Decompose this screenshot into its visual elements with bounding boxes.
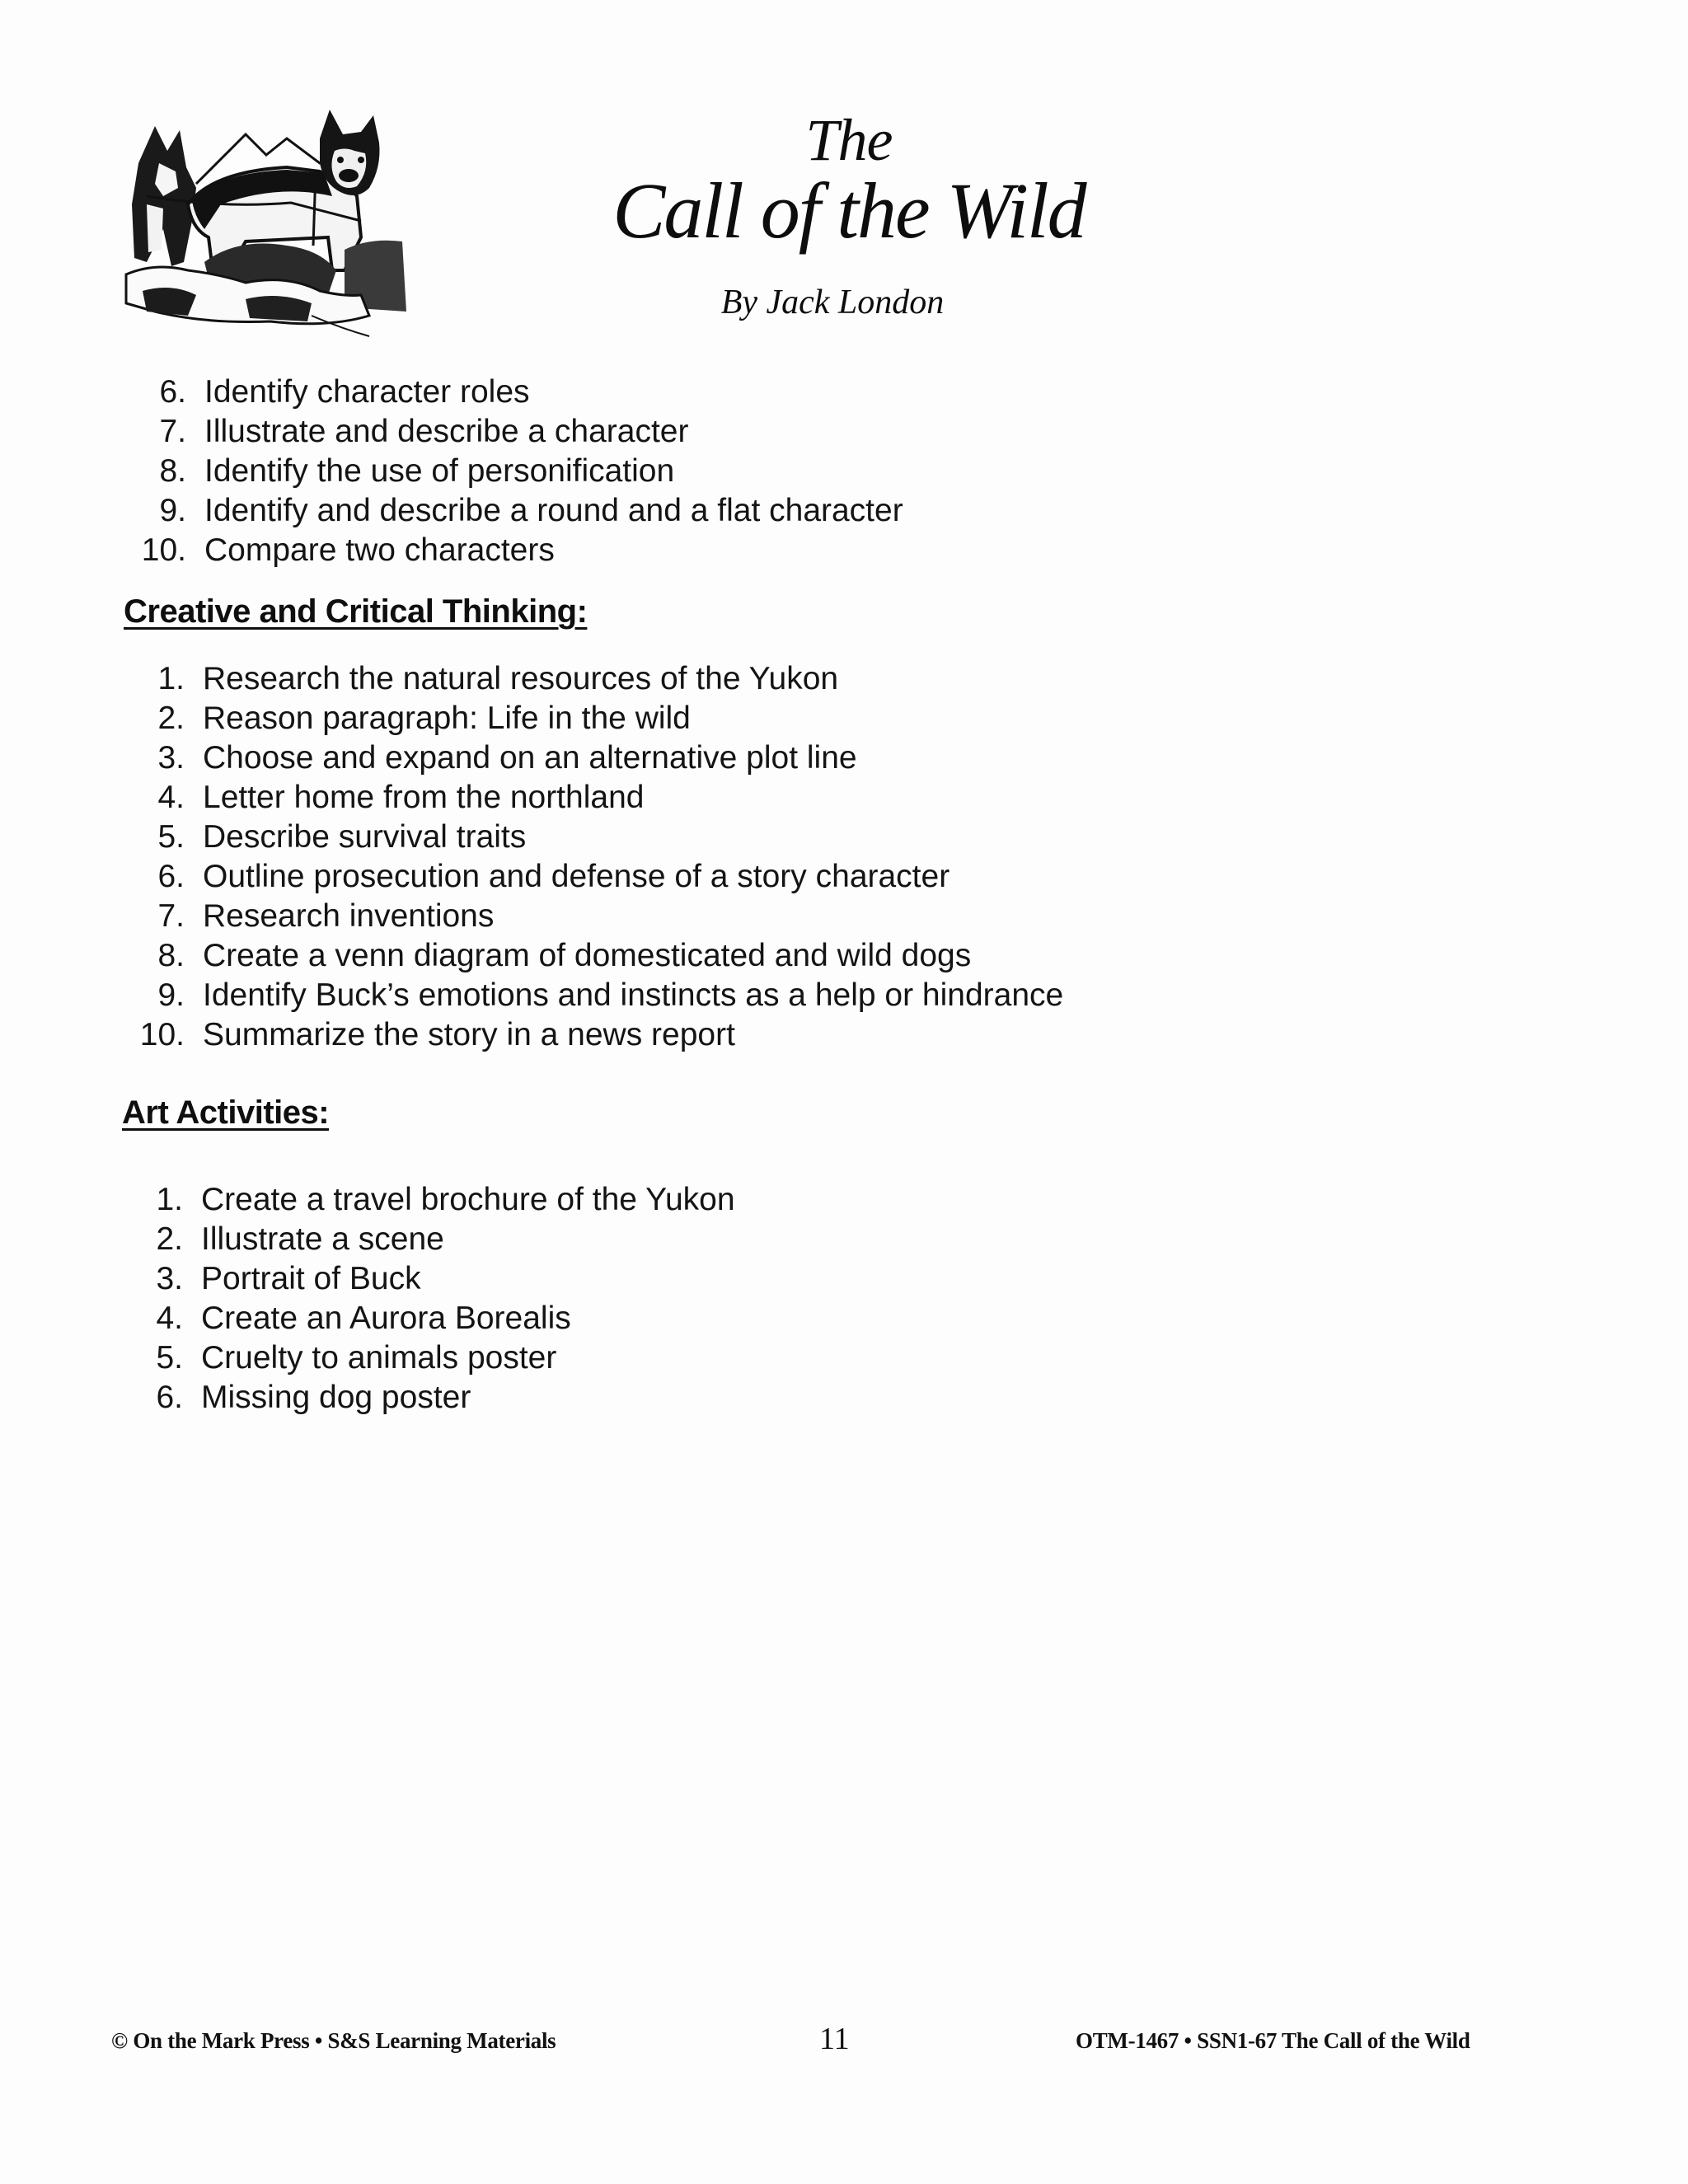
item-text: Identify Buck’s emotions and instincts as a help or hindrance	[203, 977, 1064, 1013]
item-number: 9.	[157, 977, 185, 1013]
item-number: 10.	[139, 1017, 185, 1052]
list-item	[120, 857, 1274, 897]
item-number: 8.	[157, 938, 185, 973]
item-text: Reason paragraph: Life in the wild	[203, 701, 691, 736]
list-item	[119, 1180, 1108, 1220]
page-number: 11	[819, 2022, 850, 2056]
item-number: 3.	[157, 740, 185, 776]
item-number: 10.	[141, 532, 186, 568]
item-text: Create a venn diagram of domesticated and wild dogs	[203, 938, 972, 973]
list-item	[119, 1259, 1108, 1299]
item-text: Compare two characters	[204, 532, 555, 568]
item-text: Missing dog poster	[201, 1380, 471, 1415]
item-text: Create an Aurora Borealis	[201, 1301, 571, 1336]
list-item	[119, 1338, 1108, 1378]
list-item	[120, 897, 1274, 936]
item-text: Illustrate a scene	[201, 1221, 444, 1257]
item-text: Outline prosecution and defense of a story character	[203, 859, 950, 894]
item-text: Cruelty to animals poster	[201, 1340, 557, 1376]
list-item	[122, 531, 1193, 570]
section-heading-creative: Creative and Critical Thinking:	[124, 593, 588, 630]
item-text: Describe survival traits	[203, 819, 527, 855]
title-line-1: The	[805, 107, 893, 173]
item-number: 4.	[156, 1301, 183, 1336]
list-item	[119, 1378, 1108, 1418]
item-number: 3.	[156, 1261, 183, 1296]
list-item	[122, 452, 1193, 491]
item-number: 4.	[157, 780, 185, 815]
footer-publisher: © On the Mark Press • S&S Learning Materials	[111, 2028, 556, 2053]
art-activities-list	[119, 1180, 1108, 1418]
author-line: By Jack London	[720, 284, 945, 321]
item-text: Research inventions	[203, 898, 495, 934]
list-item	[120, 936, 1274, 976]
item-number: 2.	[156, 1221, 183, 1257]
list-item	[120, 659, 1274, 699]
item-text: Create a travel brochure of the Yukon	[201, 1182, 735, 1217]
item-text: Letter home from the northland	[203, 780, 645, 815]
item-text: Choose and expand on an alternative plot line	[203, 740, 857, 776]
item-number: 9.	[159, 493, 186, 528]
item-text: Illustrate and describe a character	[204, 414, 689, 449]
item-number: 1.	[157, 661, 185, 696]
list-item	[120, 818, 1274, 857]
item-text: Identify and describe a round and a flat character	[204, 493, 903, 528]
item-text: Identify the use of personification	[204, 453, 675, 489]
footer-product-code: OTM-1467 • SSN1-67 The Call of the Wild	[1076, 2028, 1470, 2053]
list-item	[120, 699, 1274, 738]
item-number: 7.	[159, 414, 186, 449]
list-item	[122, 491, 1193, 531]
section-heading-art: Art Activities:	[122, 1094, 330, 1131]
book-title: Call of the Wild	[612, 166, 1085, 255]
item-number: 8.	[159, 453, 186, 489]
item-number: 5.	[156, 1340, 183, 1376]
item-number: 5.	[157, 819, 185, 855]
list-item	[122, 412, 1193, 452]
item-text: Portrait of Buck	[201, 1261, 421, 1296]
item-number: 7.	[157, 898, 185, 934]
continued-objectives-list	[122, 373, 1193, 570]
item-text: Summarize the story in a news report	[203, 1017, 735, 1052]
list-item	[120, 1015, 1274, 1055]
item-number: 1.	[156, 1182, 183, 1217]
list-item	[119, 1220, 1108, 1259]
item-text: Identify character roles	[204, 374, 530, 410]
list-item	[120, 976, 1274, 1015]
list-item	[120, 738, 1274, 778]
list-item	[122, 373, 1193, 412]
list-item	[119, 1299, 1108, 1338]
item-number: 6.	[156, 1380, 183, 1415]
item-number: 6.	[159, 374, 186, 410]
creative-thinking-list	[120, 659, 1274, 1055]
item-number: 2.	[157, 701, 185, 736]
list-item	[120, 778, 1274, 818]
item-number: 6.	[157, 859, 185, 894]
item-text: Research the natural resources of the Yukon	[203, 661, 839, 696]
sled-dogs-illustration-icon	[122, 105, 419, 344]
